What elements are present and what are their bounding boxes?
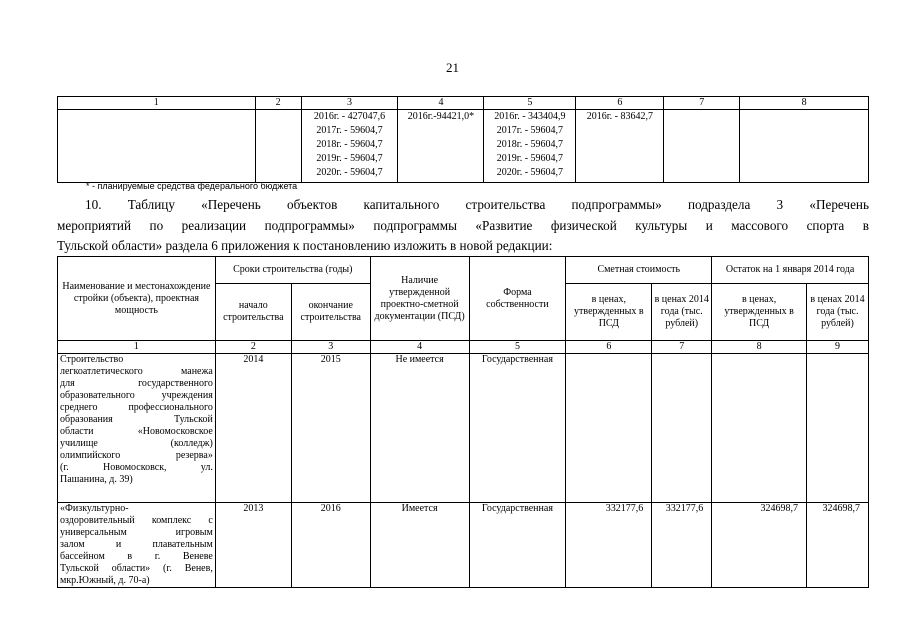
object-name-cell: Строительство легкоатлетического манежа для государственного образовательного учреждения среднего профессионального образования Тульской области «Новомосковское училище (колледж) олимпийского резерва» (г. Новомосковск, ул. Пашанина, д. 39) (58, 354, 216, 503)
header-balance-psd-prices: в ценах, утвержденных в ПСД (712, 284, 807, 341)
page-number: 21 (446, 60, 459, 75)
header-psd: Наличие утвержденной проектно-сметной документации (ПСД) (370, 257, 469, 341)
table-cell (740, 110, 869, 183)
header-estimated-cost: Сметная стоимость (566, 257, 712, 284)
regional-funding-cell (484, 110, 576, 183)
table-row (58, 110, 869, 183)
column-number: 3 (301, 97, 398, 110)
municipal-funding-cell: 2016г. - 83642,7 (576, 110, 664, 183)
paragraph-line: мероприятий по реализации подпрограммы» подпрограммы «Развитие физической культуры и массового спорта в (57, 217, 869, 233)
end-year-cell: 2015 (291, 354, 370, 503)
funding-year-line: 2018г. - 59604,7 (496, 139, 564, 150)
column-number: 7 (652, 341, 712, 354)
end-year-cell: 2016 (291, 503, 370, 588)
column-number: 5 (469, 341, 566, 354)
header-end: окончание строительства (291, 284, 370, 341)
psd-cell: Имеется (370, 503, 469, 588)
funding-year-line: 2016г. - 427047,6 (313, 111, 386, 122)
header-cost-psd-prices: в ценах, утвержденных в ПСД (566, 284, 652, 341)
column-number: 1 (58, 341, 216, 354)
column-number: 5 (484, 97, 576, 110)
header-ownership-form: Форма собственности (469, 257, 566, 341)
funding-year-line: 2019г. - 59604,7 (316, 153, 383, 164)
funding-year-line: 2017г. - 59604,7 (316, 125, 383, 136)
cost-2014-cell (652, 354, 712, 503)
psd-cell: Не имеется (370, 354, 469, 503)
federal-funding-cell: 2016г.-94421,0* (398, 110, 484, 183)
object-name-cell: «Физкультурно- оздоровительный комплекс с универсальным игровым залом и плавательным бассейном в г. Веневе Тульской области» (г. Венев, мкр.Южный, д. 70-а) (58, 503, 216, 588)
funding-year-line: 2016г. - 343404,9 (494, 111, 566, 122)
column-number: 6 (576, 97, 664, 110)
paragraph-line: Тульской области» раздела 6 приложения к постановлению изложить в новой редакции: (57, 238, 553, 253)
funding-year-line: 2017г. - 59604,7 (496, 125, 564, 136)
paragraph-line: 10. Таблицу «Перечень объектов капитального строительства подпрограммы» подраздела 3 «Перечень (85, 197, 869, 212)
table-cell (58, 110, 256, 183)
column-number-row (58, 341, 869, 354)
balance-psd-cell (712, 354, 807, 503)
table-row (58, 503, 869, 588)
ownership-cell: Государственная (469, 503, 566, 588)
balance-2014-cell (807, 354, 869, 503)
cost-psd-cell (566, 354, 652, 503)
table-row (58, 354, 869, 503)
column-number: 4 (370, 341, 469, 354)
header-object-name: Наименование и местонахождение стройки (объекта), проектная мощность (58, 257, 216, 341)
column-number: 4 (398, 97, 484, 110)
ownership-cell: Государственная (469, 354, 566, 503)
funding-year-line: 2018г. - 59604,7 (316, 139, 383, 150)
column-number: 1 (58, 97, 256, 110)
start-year-cell: 2013 (215, 503, 291, 588)
balance-psd-cell: 324698,7 (712, 503, 807, 588)
table-cell (664, 110, 740, 183)
cost-psd-cell: 332177,6 (566, 503, 652, 588)
column-number: 3 (291, 341, 370, 354)
header-cost-2014-prices: в ценах 2014 года (тыс. рублей) (652, 284, 712, 341)
amendment-paragraph (57, 195, 869, 257)
column-number-row (58, 97, 869, 110)
header-balance-2014-prices: в ценах 2014 года (тыс. рублей) (807, 284, 869, 341)
header-balance: Остаток на 1 января 2014 года (712, 257, 869, 284)
capital-construction-table (57, 256, 869, 588)
column-number: 7 (664, 97, 740, 110)
cost-2014-cell: 332177,6 (652, 503, 712, 588)
footnote: * - планируемые средства федерального бюджета (86, 181, 298, 191)
column-number: 8 (712, 341, 807, 354)
column-number: 6 (566, 341, 652, 354)
header-construction-terms: Сроки строительства (годы) (215, 257, 370, 284)
start-year-cell: 2014 (215, 354, 291, 503)
header-start: начало строительства (215, 284, 291, 341)
table-cell (255, 110, 301, 183)
funding-year-line: 2019г. - 59604,7 (496, 153, 564, 164)
funding-year-line: 2020г. - 59604,7 (496, 167, 564, 178)
continuation-table (57, 96, 869, 183)
funding-year-line: 2020г. - 59604,7 (316, 167, 383, 178)
column-number: 2 (215, 341, 291, 354)
header-row (58, 257, 869, 284)
column-number: 9 (807, 341, 869, 354)
column-number: 2 (255, 97, 301, 110)
funding-by-year-cell (301, 110, 398, 183)
column-number: 8 (740, 97, 869, 110)
balance-2014-cell: 324698,7 (807, 503, 869, 588)
